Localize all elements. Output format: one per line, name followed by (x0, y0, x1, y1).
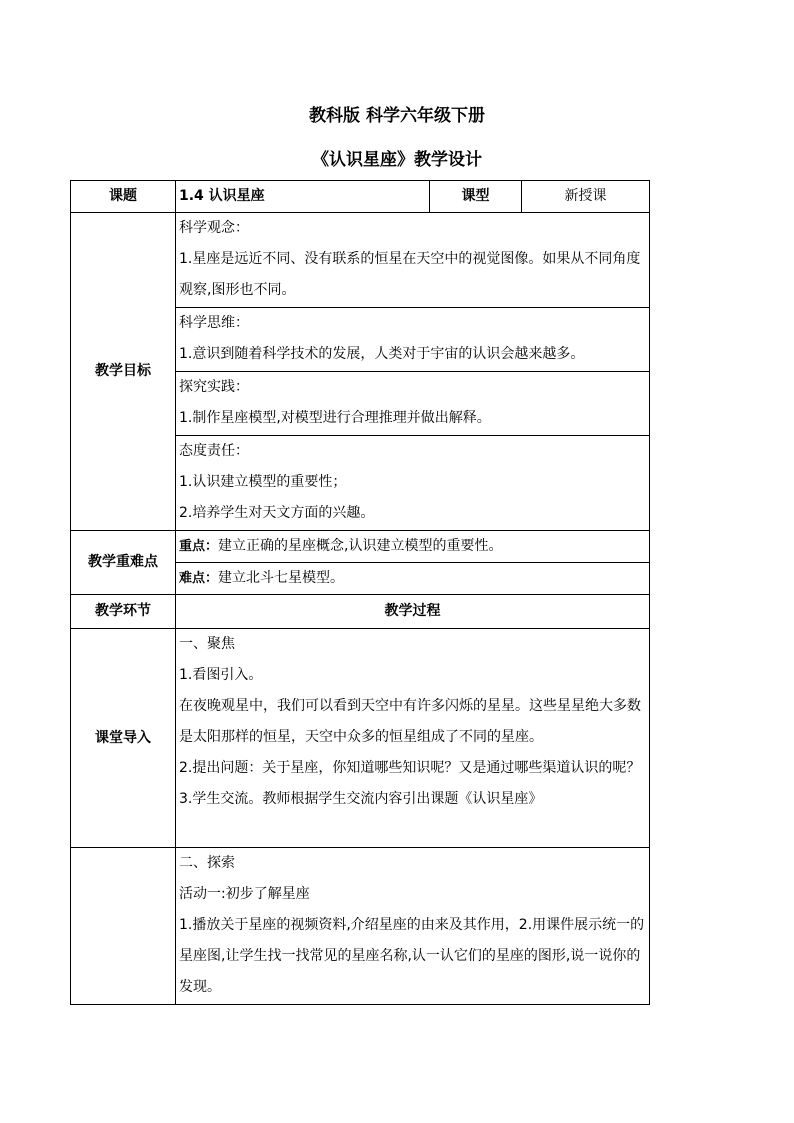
objective-heading: 科学观念： (179, 220, 249, 236)
lesson-type-value: 新授课 (522, 181, 650, 213)
explore-line: 1.播放关于星座的视频资料,介绍星座的由来及其作用，2.用课件展示统一的星座图,让学生找一找常见的星座名称,认一认它们的星座的图形,说一说你的发现。 (179, 917, 645, 995)
intro-line: 2.提出问题：关于星座，你知道哪些知识呢？又是通过哪些渠道认识的呢？ (179, 760, 641, 776)
intro-line: 1.看图引入。 (179, 667, 263, 683)
objective-text: 1.星座是远近不同、没有联系的恒星在天空中的视觉图像。如果从不同角度观察,图形也不同。 (179, 251, 641, 298)
topic-value: 1.4 认识星座 (176, 181, 430, 213)
objective-science-concept (176, 213, 650, 308)
explore-line: 二、探索 (179, 855, 235, 871)
intro-content (176, 629, 650, 848)
focus-label: 重点： (179, 539, 219, 554)
objective-attitude (176, 436, 650, 531)
document-subtitle: 《认识星座》教学设计 (312, 150, 482, 170)
intro-line: 在夜晚观星中，我们可以看到天空中有许多闪烁的星星。这些星星绝大多数是太阳那样的恒星，天空中众多的恒星组成了不同的星座。 (179, 698, 641, 745)
explore-line: 活动一:初步了解星座 (179, 886, 310, 902)
key-point-difficulty (176, 563, 650, 595)
intro-label: 课堂导入 (71, 629, 176, 848)
process-header: 教学过程 (176, 595, 650, 629)
focus-text: 建立正确的星座概念,认识建立模型的重要性。 (218, 538, 503, 554)
objective-text: 1.认识建立模型的重要性； (179, 474, 347, 490)
topic-label: 课题 (71, 181, 176, 213)
key-point-focus (176, 531, 650, 563)
explore-label (71, 848, 176, 1005)
objective-science-thinking (176, 308, 650, 372)
difficulty-text: 建立北斗七星模型。 (218, 570, 345, 586)
objective-heading: 态度责任： (179, 443, 249, 459)
lesson-type-label: 课型 (430, 181, 522, 213)
objective-heading: 科学思维： (179, 315, 249, 331)
explore-content (176, 848, 650, 1005)
objective-text: 2.培养学生对天文方面的兴趣。 (179, 505, 375, 521)
stage-header: 教学环节 (71, 595, 176, 629)
difficulty-label: 难点： (179, 571, 219, 586)
objectives-label: 教学目标 (71, 213, 176, 531)
objective-heading: 探究实践： (179, 379, 249, 395)
lesson-plan-table (70, 180, 650, 1005)
key-points-label: 教学重难点 (71, 531, 176, 595)
objective-inquiry-practice (176, 372, 650, 436)
intro-line: 3.学生交流。教师根据学生交流内容引出课题《认识星座》 (179, 791, 543, 807)
objective-text: 1.制作星座模型,对模型进行合理推理并做出解释。 (179, 410, 491, 426)
document-title: 教科版 科学六年级下册 (309, 106, 485, 126)
intro-line: 一、聚焦 (179, 636, 235, 652)
objective-text: 1.意识到随着科学技术的发展，人类对于宇宙的认识会越来越多。 (179, 346, 585, 362)
